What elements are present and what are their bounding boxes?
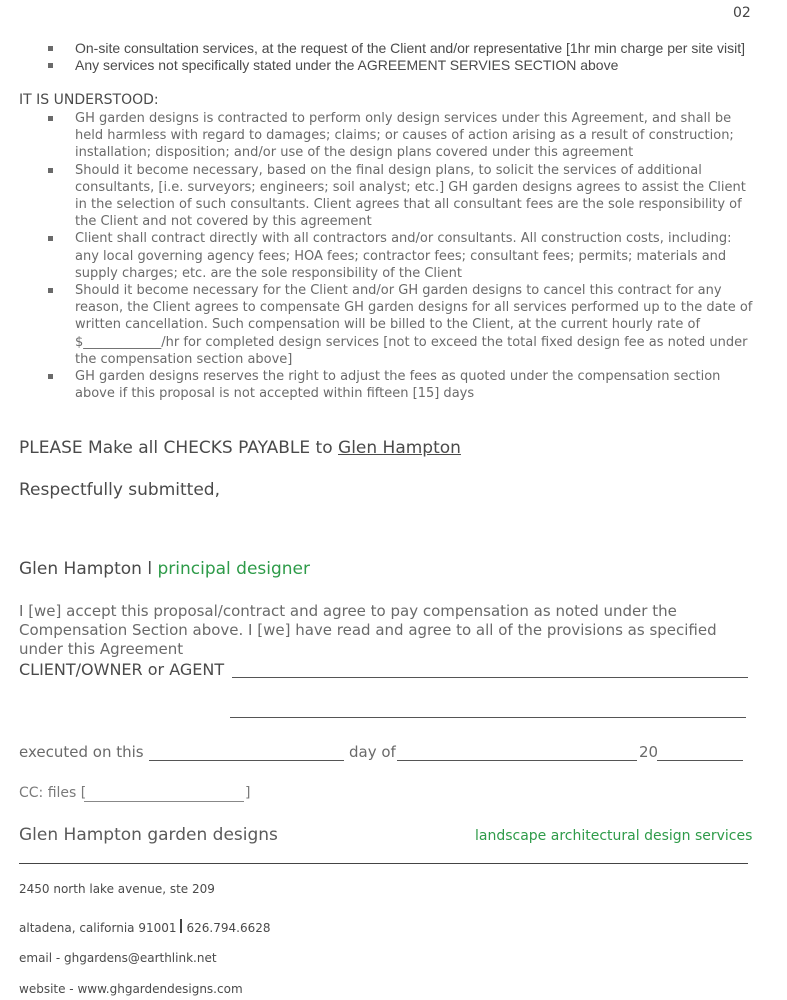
cc-files-label: CC: files [ xyxy=(19,785,87,801)
list-item: Client shall contract directly with all contractors and/or consultants. All construction costs, including: any local governing agency fees; HOA fees; contractor fees; consultant fees; permits; materials and supply charges; etc. are the sole responsibility of the Client xyxy=(48,230,758,282)
executed-label: executed on this xyxy=(19,743,144,761)
city-phone-line xyxy=(19,919,271,935)
day-of-label: day of xyxy=(349,743,396,761)
list-item: GH garden designs is contracted to perform only design services under this Agreement, and shall be held harmless with regard to damages; claims; or causes of action arising as a result of construction; installation; disposition; and/or use of the design plans covered under this agreement xyxy=(48,110,758,162)
acceptance-statement: I [we] accept this proposal/contract and agree to pay compensation as noted under the Compensation Section above. I [we] have read and agree to all of the provisions as specified under this Agreement xyxy=(19,602,717,658)
address-line: 2450 north lake avenue, ste 209 xyxy=(19,882,215,896)
separator-bar xyxy=(180,919,182,933)
signature-separator: l xyxy=(141,559,158,579)
checks-payable-line xyxy=(19,438,461,458)
signature-name: Glen Hampton xyxy=(19,559,142,579)
list-item: On-site consultation services, at the request of the Client and/or representative [1hr min charge per site visit] xyxy=(48,40,758,57)
list-item: GH garden designs reserves the right to adjust the fees as quoted under the compensation section above if this proposal is not accepted within fifteen [15] days xyxy=(48,368,758,402)
second-signature-line[interactable] xyxy=(230,717,746,718)
firm-name: Glen Hampton garden designs xyxy=(19,825,278,845)
list-item: Should it become necessary, based on the final design plans, to solicit the services of additional consultants, [i.e. surveyors; engineers; soil analyst; etc.] GH garden designs agrees to assist the Client in the selection of such consultants. Client agrees that all consultant fees are the sole responsibility of the Client and not covered by this agreement xyxy=(48,162,758,231)
list-item: Any services not specifically stated under the AGREEMENT SERVIES SECTION above xyxy=(48,57,758,74)
payee-name: Glen Hampton xyxy=(338,438,461,458)
understood-bullet-list xyxy=(48,110,758,402)
cc-files-close: ] xyxy=(245,785,251,801)
signature-block xyxy=(19,559,310,579)
website-line: website - www.ghgardendesigns.com xyxy=(19,982,243,996)
cc-files-line[interactable] xyxy=(84,801,244,802)
client-label: CLIENT/OWNER or AGENT xyxy=(19,660,225,679)
firm-tagline: landscape architectural design services xyxy=(475,828,753,844)
page-number: 02 xyxy=(733,5,751,21)
closing-text: Respectfully submitted, xyxy=(19,480,220,500)
city-text: altadena, california 91001 xyxy=(19,921,177,935)
list-item: Should it become necessary for the Client and/or GH garden designs to cancel this contract for any reason, the Client agrees to compensate GH garden designs for all services performed up to the date of written cancellation. Such compensation will be billed to the Client, at the current hourly rate of $____________/hr for completed design services [not to exceed the total fixed design fee as noted under the compensation section above] xyxy=(48,282,758,368)
month-line[interactable] xyxy=(397,760,637,761)
understood-heading: IT IS UNDERSTOOD: xyxy=(19,92,159,108)
year-prefix: 20 xyxy=(639,743,659,761)
executed-day-line[interactable] xyxy=(149,760,344,761)
services-bullet-list xyxy=(48,40,758,74)
email-line: email - ghgardens@earthlink.net xyxy=(19,951,217,965)
footer-divider xyxy=(19,863,748,864)
checks-prefix: PLEASE Make all CHECKS PAYABLE to xyxy=(19,438,339,458)
client-signature-line[interactable] xyxy=(232,677,748,678)
signature-title: principal designer xyxy=(157,559,310,579)
year-line[interactable] xyxy=(657,760,743,761)
phone-text: 626.794.6628 xyxy=(186,921,271,935)
